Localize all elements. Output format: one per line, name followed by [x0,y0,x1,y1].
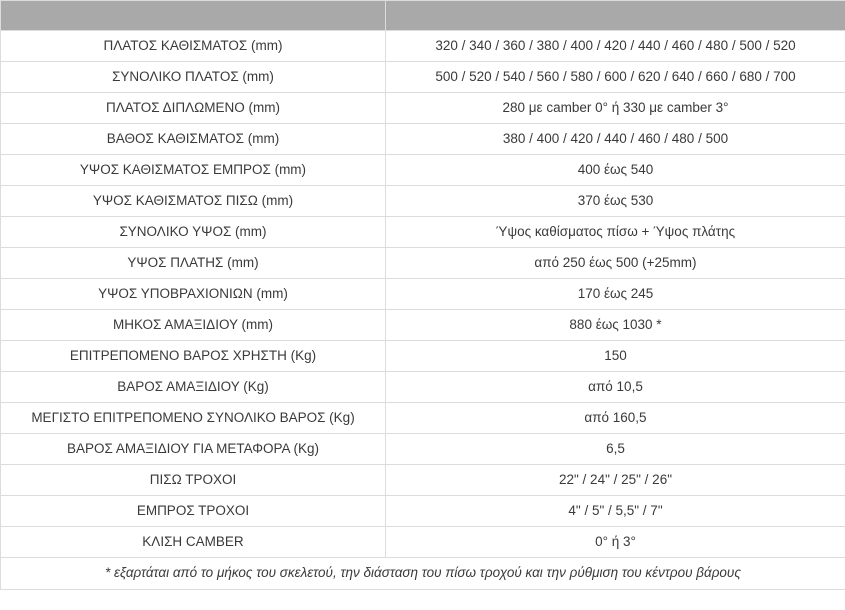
footnote-text: * εξαρτάται από το μήκος του σκελετού, την διάσταση του πίσω τροχού και την ρύθμιση του κέντρου βάρους [1,558,845,590]
spec-label: ΠΛΑΤΟΣ ΚΑΘΙΣΜΑΤΟΣ (mm) [1,31,386,62]
table-header-cell-left [1,1,386,31]
spec-label: ΠΛΑΤΟΣ ΔΙΠΛΩΜΕΝΟ (mm) [1,93,386,124]
table-row [1,31,845,62]
spec-value: 880 έως 1030 * [386,310,845,341]
table-row [1,155,845,186]
spec-value: 4" / 5" / 5,5" / 7" [386,496,845,527]
spec-label: ΥΨΟΣ ΚΑΘΙΣΜΑΤΟΣ ΕΜΠΡΟΣ (mm) [1,155,386,186]
spec-label: ΜΕΓΙΣΤΟ ΕΠΙΤΡΕΠΟΜΕΝΟ ΣΥΝΟΛΙΚΟ ΒΑΡΟΣ (Kg) [1,403,386,434]
spec-value: 6,5 [386,434,845,465]
footnote-row [1,558,845,590]
spec-label: ΕΠΙΤΡΕΠΟΜΕΝΟ ΒΑΡΟΣ ΧΡΗΣΤΗ (Kg) [1,341,386,372]
spec-value: 0° ή 3° [386,527,845,558]
spec-value: 320 / 340 / 360 / 380 / 400 / 420 / 440 / 460 / 480 / 500 / 520 [386,31,845,62]
table-row [1,310,845,341]
spec-value: από 10,5 [386,372,845,403]
spec-label: ΒΑΡΟΣ ΑΜΑΞΙΔΙΟΥ ΓΙΑ ΜΕΤΑΦΟΡΑ (Kg) [1,434,386,465]
spec-value: 380 / 400 / 420 / 440 / 460 / 480 / 500 [386,124,845,155]
spec-label: ΠΙΣΩ ΤΡΟΧΟΙ [1,465,386,496]
table-row [1,124,845,155]
spec-label: ΣΥΝΟΛΙΚΟ ΠΛΑΤΟΣ (mm) [1,62,386,93]
table-row [1,434,845,465]
spec-label: ΣΥΝΟΛΙΚΟ ΥΨΟΣ (mm) [1,217,386,248]
table-row [1,341,845,372]
table-row [1,372,845,403]
table-row [1,496,845,527]
spec-value: 400 έως 540 [386,155,845,186]
spec-label: ΕΜΠΡΟΣ ΤΡΟΧΟΙ [1,496,386,527]
table-header-row [1,1,845,31]
spec-value: από 250 έως 500 (+25mm) [386,248,845,279]
spec-value: 500 / 520 / 540 / 560 / 580 / 600 / 620 / 640 / 660 / 680 / 700 [386,62,845,93]
spec-label: ΒΑΘΟΣ ΚΑΘΙΣΜΑΤΟΣ (mm) [1,124,386,155]
table-row [1,527,845,558]
table-row [1,279,845,310]
specifications-table-body [1,1,845,590]
table-row [1,62,845,93]
spec-label: ΒΑΡΟΣ ΑΜΑΞΙΔΙΟΥ (Kg) [1,372,386,403]
spec-value: από 160,5 [386,403,845,434]
spec-label: ΥΨΟΣ ΥΠΟΒΡΑΧΙΟΝΙΩΝ (mm) [1,279,386,310]
table-row [1,186,845,217]
spec-value: 22" / 24" / 25" / 26" [386,465,845,496]
spec-label: ΥΨΟΣ ΚΑΘΙΣΜΑΤΟΣ ΠΙΣΩ (mm) [1,186,386,217]
spec-label: ΥΨΟΣ ΠΛΑΤΗΣ (mm) [1,248,386,279]
spec-label: ΜΗΚΟΣ ΑΜΑΞΙΔΙΟΥ (mm) [1,310,386,341]
table-row [1,248,845,279]
spec-value: Ύψος καθίσματος πίσω + Ύψος πλάτης [386,217,845,248]
spec-value: 280 με camber 0° ή 330 με camber 3° [386,93,845,124]
spec-value: 150 [386,341,845,372]
spec-value: 170 έως 245 [386,279,845,310]
table-row [1,217,845,248]
table-header-cell-right [386,1,845,31]
table-row [1,403,845,434]
table-row [1,465,845,496]
table-row [1,93,845,124]
spec-label: ΚΛΙΣΗ CAMBER [1,527,386,558]
spec-value: 370 έως 530 [386,186,845,217]
